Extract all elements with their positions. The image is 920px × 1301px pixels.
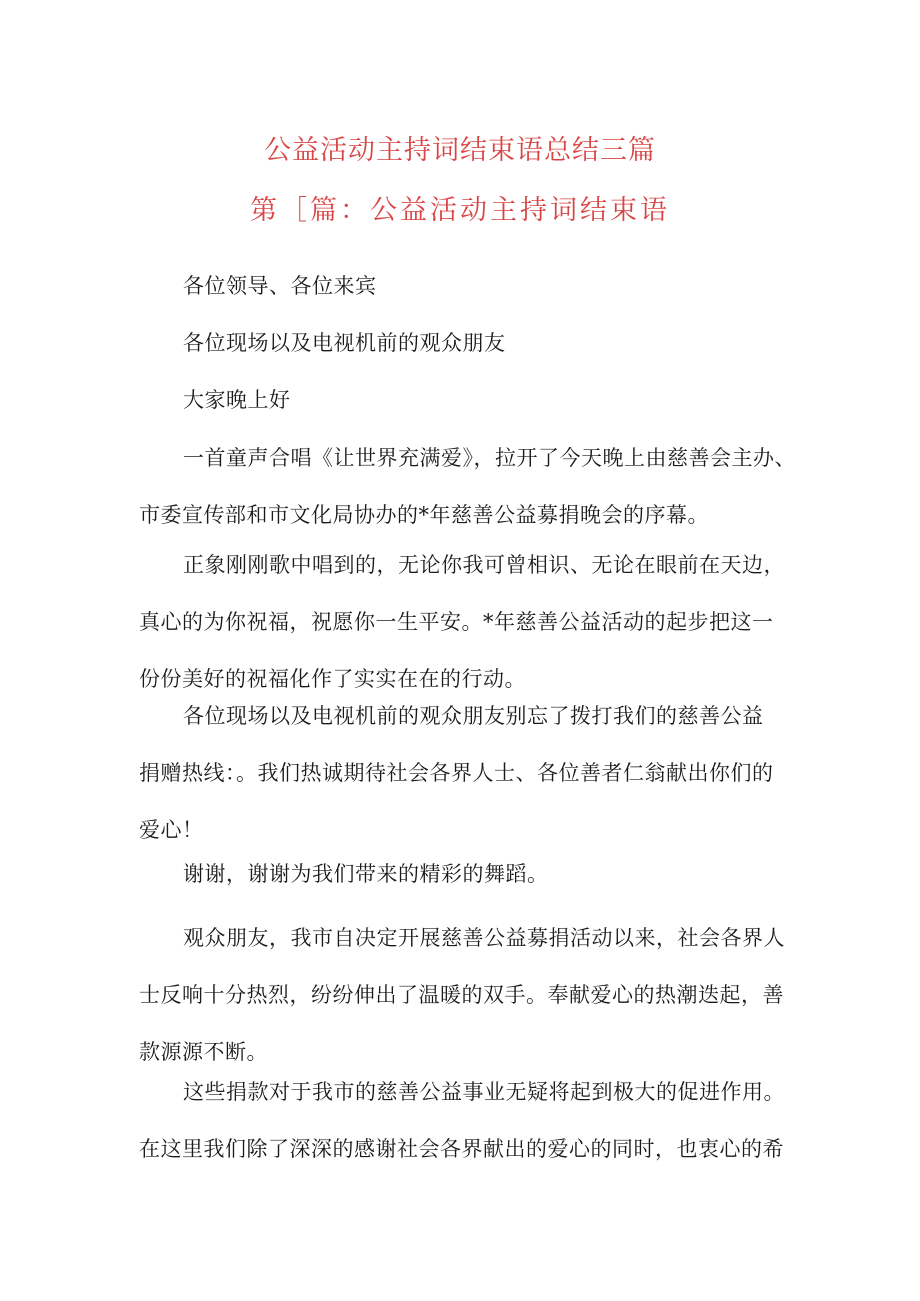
- paragraph-line: 款源源不断。: [139, 1040, 268, 1064]
- paragraph: [139, 315, 799, 372]
- paragraph: [139, 1064, 799, 1178]
- paragraph-line: 各位领导、各位来宾: [183, 274, 377, 298]
- paragraph-line: 市委宣传部和市文化局协办的*年慈善公益募捐晚会的序幕。: [139, 503, 709, 527]
- paragraph: [139, 910, 799, 1081]
- paragraph: [139, 688, 799, 859]
- paragraph-line: 捐赠热线：。我们热诚期待社会各界人士、各位善者仁翁献出你们的: [139, 761, 774, 785]
- paragraph-line: 正象刚刚歌中唱到的，无论你我可曾相识、无论在眼前在天边，: [183, 553, 785, 577]
- document-title: 公益活动主持词结束语总结三篇: [264, 135, 656, 166]
- paragraph-line: 份份美好的祝福化作了实实在在的行动。: [139, 667, 526, 691]
- paragraph-line: 一首童声合唱《让世界充满爱》，拉开了今天晚上由慈善会主办、: [183, 446, 796, 470]
- paragraph: [139, 258, 799, 315]
- paragraph-line: 真心的为你祝福，祝愿你一生平安。*年慈善公益活动的起步把这一: [139, 610, 774, 634]
- paragraph-line: 这些捐款对于我市的慈善公益事业无疑将起到极大的促进作用。: [183, 1080, 785, 1104]
- paragraph-line: 爱心！: [139, 818, 204, 842]
- document-subtitle: 第［篇：公益活动主持词结束语: [250, 195, 670, 226]
- paragraph-line: 大家晚上好: [183, 388, 291, 412]
- paragraph-line: 在这里我们除了深深的感谢社会各界献出的爱心的同时，也衷心的希: [139, 1137, 784, 1161]
- paragraph: [139, 372, 799, 429]
- paragraph-line: 各位现场以及电视机前的观众朋友: [183, 331, 506, 355]
- paragraph-line: 各位现场以及电视机前的观众朋友别忘了拨打我们的慈善公益: [183, 704, 764, 728]
- paragraph-line: 观众朋友，我市自决定开展慈善公益募捐活动以来，社会各界人: [183, 926, 785, 950]
- paragraph-line: 士反响十分热烈，纷纷伸出了温暖的双手。奉献爱心的热潮迭起，善: [139, 983, 784, 1007]
- paragraph-line: 谢谢，谢谢为我们带来的精彩的舞蹈。: [183, 862, 549, 886]
- paragraph: [139, 846, 799, 903]
- paragraph: [139, 537, 799, 708]
- paragraph: [139, 430, 799, 544]
